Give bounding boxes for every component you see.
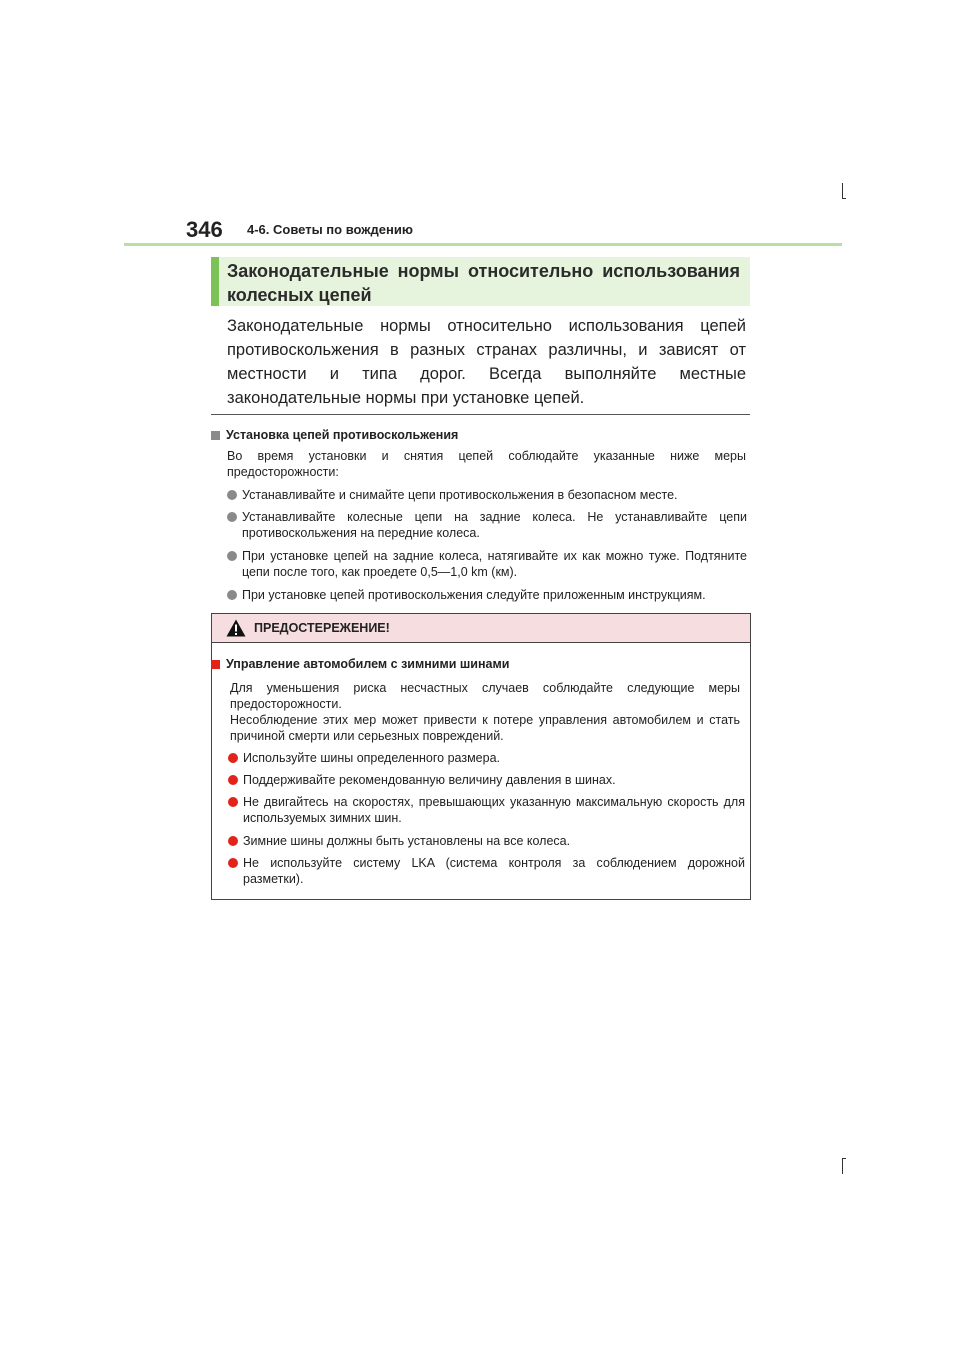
section-title: 4-6. Советы по вождению <box>247 222 413 237</box>
bullet-dot-icon <box>227 551 237 561</box>
header-rule <box>124 243 842 246</box>
section-heading: Законодательные нормы относительно использования колесных цепей <box>227 261 740 305</box>
caution-bullet: Зимние шины должны быть установлены на все колеса. <box>243 833 745 849</box>
install-bullet: Устанавливайте и снимайте цепи противоскольжения в безопасном месте. <box>242 487 747 503</box>
bullet-dot-icon <box>227 590 237 600</box>
heading-accent-bar <box>211 257 219 306</box>
intro-paragraph: Законодательные нормы относительно использования цепей противоскольжения в разных странах различны, и зависят от местности и типа дорог. Всегда выполняйте местные законодательные нормы при установке цепей. <box>227 317 746 407</box>
install-bullet: Устанавливайте колесные цепи на задние колеса. Не устанавливайте цепи противоскольжения на передние колеса. <box>242 509 747 541</box>
install-subheading <box>211 428 458 442</box>
caution-title: ПРЕДОСТЕРЕЖЕНИЕ! <box>254 621 390 635</box>
caution-box <box>211 613 751 900</box>
divider <box>211 414 750 415</box>
square-bullet-icon <box>211 431 220 440</box>
warning-triangle-icon <box>226 619 246 637</box>
square-bullet-icon <box>211 660 220 669</box>
bullet-dot-icon <box>228 753 238 763</box>
bullet-dot-icon <box>228 797 238 807</box>
caution-bullet: Не используйте систему LKA (система контроля за соблюдением дорожной разметки). <box>243 855 745 887</box>
caution-bullet: Поддерживайте рекомендованную величину давления в шинах. <box>243 772 745 788</box>
bullet-dot-icon <box>227 512 237 522</box>
bullet-dot-icon <box>228 858 238 868</box>
page-number: 346 <box>186 217 223 242</box>
crop-mark-bottom <box>842 1158 843 1174</box>
crop-mark-bottom-foot <box>842 1158 846 1159</box>
install-bullet: При установке цепей противоскольжения следуйте приложенным инструкциям. <box>242 587 747 603</box>
caution-bullet: Используйте шины определенного размера. <box>243 750 745 766</box>
caution-subheading <box>211 657 509 671</box>
bullet-dot-icon <box>227 490 237 500</box>
caution-header <box>212 614 750 643</box>
caution-subtitle: Управление автомобилем с зимними шинами <box>226 657 510 671</box>
crop-mark-top-foot <box>842 198 846 199</box>
crop-mark-top <box>842 183 843 199</box>
caution-bullet: Не двигайтесь на скоростях, превышающих указанную максимальную скорость для используемых зимних шин. <box>243 794 745 826</box>
bullet-dot-icon <box>228 775 238 785</box>
install-title: Установка цепей противоскольжения <box>226 428 459 442</box>
install-bullet: При установке цепей на задние колеса, натягивайте их как можно туже. Подтяните цепи после того, как проедете 0,5—1,0 km (км). <box>242 548 747 580</box>
bullet-dot-icon <box>228 836 238 846</box>
install-text: Во время установки и снятия цепей соблюдайте указанные ниже меры предосторожности: <box>227 449 746 479</box>
caution-text: Для уменьшения риска несчастных случаев соблюдайте следующие меры предосторожности. <box>230 681 740 711</box>
caution-text: Несоблюдение этих мер может привести к потере управления автомобилем и стать причиной смерти или серьезных повреждений. <box>230 713 740 743</box>
section-heading-box <box>211 257 750 306</box>
